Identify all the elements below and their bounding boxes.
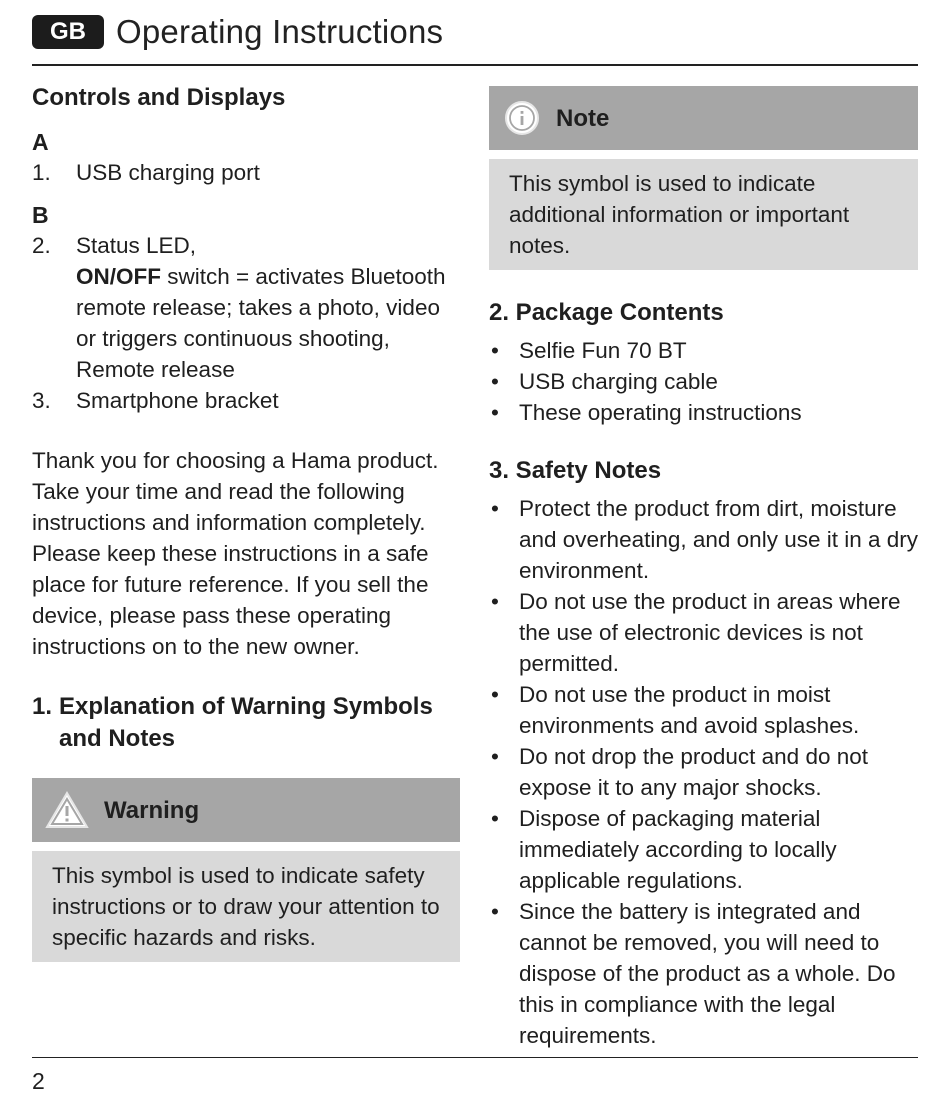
- package-contents-list: [489, 335, 918, 428]
- item-text: [76, 230, 460, 385]
- group-a-list: [32, 157, 460, 188]
- list-item: • Do not drop the product and do not expose it to any major shocks.: [491, 744, 869, 800]
- list-item: • These operating instructions: [491, 400, 802, 425]
- header-divider: [32, 64, 918, 66]
- safety-notes-list: [489, 493, 918, 1051]
- left-column: [32, 80, 460, 962]
- list-item: • Do not use the product in moist environments and avoid splashes.: [491, 682, 860, 738]
- note-box-body: This symbol is used to indicate additional information or important notes.: [489, 159, 918, 270]
- section-1-heading: [32, 691, 460, 755]
- section-title: Explanation of Warning Symbols and Notes: [59, 693, 433, 752]
- list-item: • Selfie Fun 70 BT: [491, 338, 687, 363]
- on-off-label: ON/OFF: [76, 264, 161, 289]
- info-circle-icon: [504, 100, 540, 136]
- page-number: 2: [32, 1068, 45, 1094]
- list-item: • Do not use the product in areas where the use of electronic devices is not permitted.: [491, 589, 901, 676]
- list-item: • Protect the product from dirt, moisture and overheating, and only use it in a dry environment.: [491, 496, 919, 583]
- group-b-list: [32, 230, 460, 416]
- status-led-text: Status LED,: [76, 233, 197, 258]
- list-item: • USB charging cable: [491, 369, 718, 394]
- language-badge: GB: [32, 15, 104, 49]
- item-number: 1.: [32, 160, 51, 185]
- group-a-label: A: [32, 129, 49, 155]
- list-item: [32, 385, 460, 416]
- manual-page: [32, 0, 918, 1098]
- item-text: Smartphone bracket: [76, 388, 279, 413]
- warning-triangle-icon: [44, 790, 90, 830]
- note-box-header: [489, 86, 918, 150]
- section-3-heading: 3. Safety Notes: [489, 457, 662, 484]
- list-item: [32, 230, 460, 385]
- item-text: USB charging port: [76, 160, 260, 185]
- note-title: Note: [556, 104, 610, 132]
- list-item: • Since the battery is integrated and cannot be removed, you will need to dispose of the product as a whole. Do this in compliance with the legal requirements.: [491, 899, 896, 1048]
- right-column: [489, 80, 918, 1051]
- page-header: [32, 12, 443, 52]
- list-item: • Dispose of packaging material immediately according to locally applicable regulations.: [491, 806, 837, 893]
- footer-divider: [32, 1057, 918, 1058]
- controls-heading: Controls and Displays: [32, 84, 286, 111]
- warning-box-body: This symbol is used to indicate safety instructions or to draw your attention to specific hazards and risks.: [32, 851, 460, 962]
- section-number: 1.: [32, 693, 53, 720]
- group-b-label: B: [32, 202, 49, 228]
- list-item: [32, 157, 460, 188]
- warning-title: Warning: [104, 796, 200, 824]
- warning-box-header: [32, 778, 460, 842]
- item-number: 2.: [32, 233, 51, 258]
- switch-description: switch = activates Bluetooth remote release; takes a photo, video or triggers continuous shooting, Remote release: [76, 264, 446, 382]
- document-title: Operating Instructions: [116, 13, 444, 50]
- section-2-heading: 2. Package Contents: [489, 299, 724, 326]
- intro-paragraph: Thank you for choosing a Hama product. Take your time and read the following instructions and information completely. Please keep these instructions in a safe place for future reference. If you sell the device, please pass these operating instructions on to the new owner.: [32, 448, 439, 659]
- item-number: 3.: [32, 388, 51, 413]
